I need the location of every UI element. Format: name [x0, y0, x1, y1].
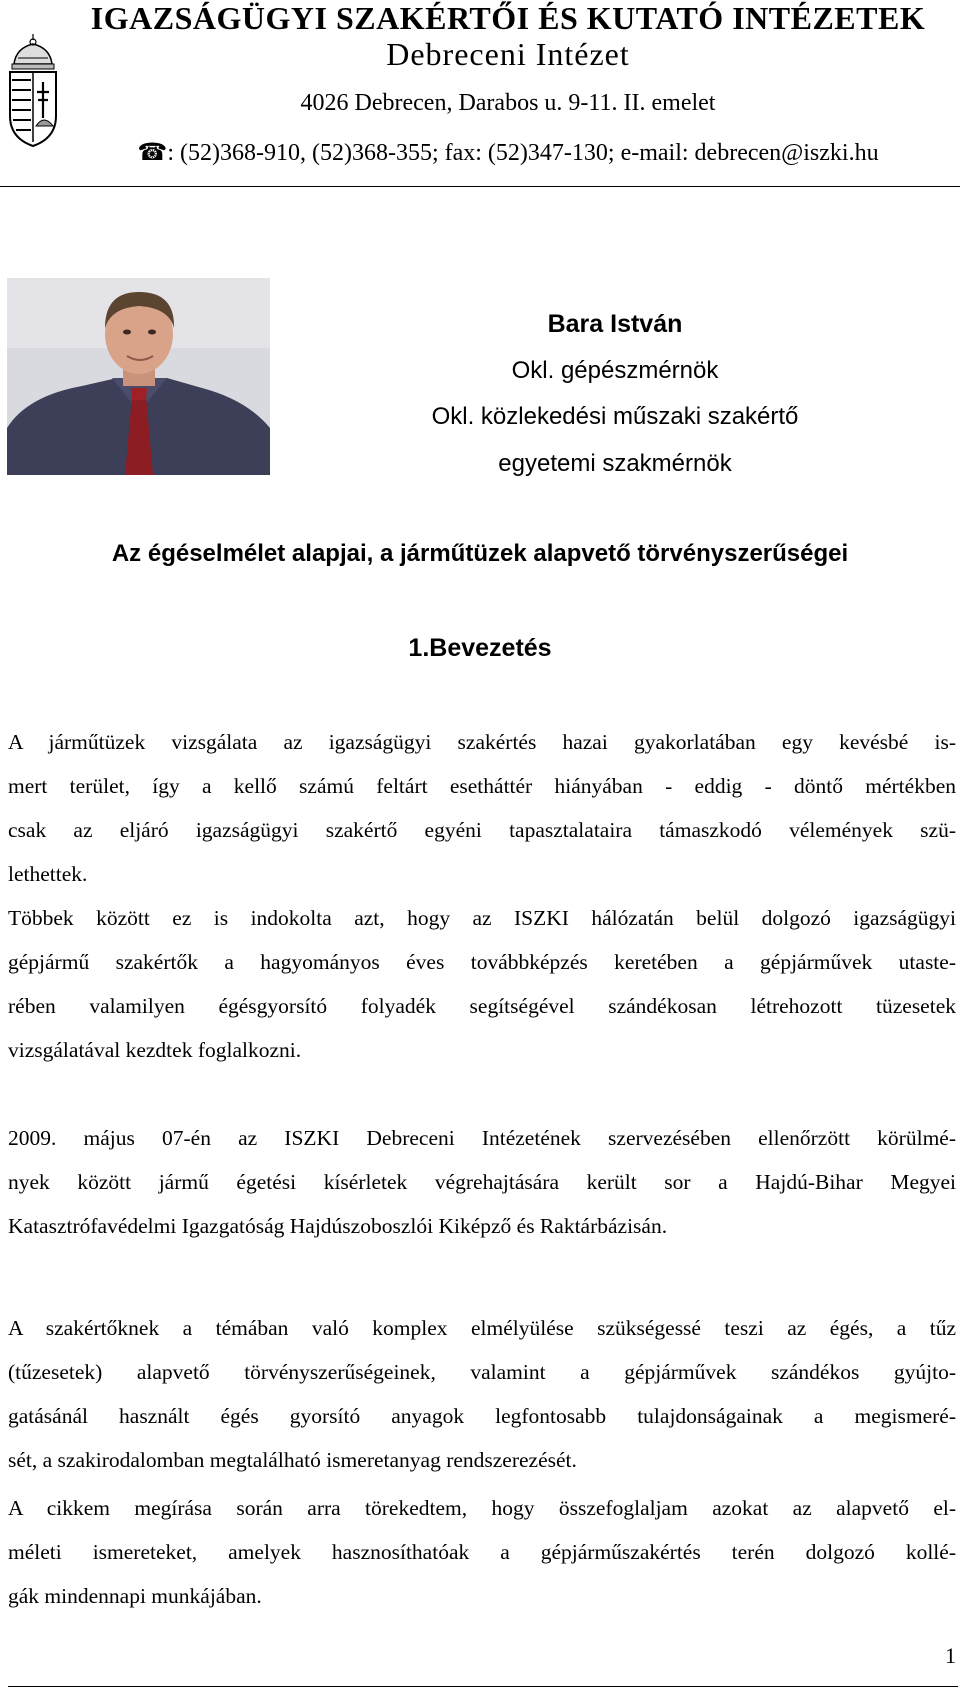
text-line: rében valamilyen égésgyorsító folyadék segítségével szándékosan létrehozott tüzesetek — [8, 994, 956, 1018]
text-line: nyek között jármű égetési kísérletek végrehajtására került sor a Hajdú-Bihar Megyei — [8, 1170, 956, 1194]
phone-icon: ☎ — [137, 140, 168, 166]
text-line: gatásánál használt égés gyorsító anyagok legfontosabb tulajdonságainak a megismeré- — [8, 1404, 956, 1428]
page-number: 1 — [945, 1643, 956, 1668]
section-heading: 1.Bevezetés — [408, 634, 552, 662]
text-line: méleti ismereteket, amelyek hasznosíthatóak a gépjárműszakértés terén dolgozó kollé- — [8, 1540, 956, 1564]
institute-address: 4026 Debrecen, Darabos u. 9-11. II. emelet — [300, 90, 716, 116]
text-line: A járműtüzek vizsgálata az igazságügyi szakértés hazai gyakorlatában egy kevésbé is- — [8, 730, 956, 754]
text-line: mert terület, így a kellő számú feltárt esetháttér hiányában - eddig - döntő mértékben — [8, 774, 956, 798]
paragraph — [8, 720, 956, 896]
institute-contact — [56, 138, 960, 167]
text-line: lethettek. — [8, 862, 88, 886]
author-portrait — [7, 278, 270, 475]
author-title: Okl. közlekedési műszaki szakértő — [431, 403, 799, 430]
article-title: Az égéselmélet alapjai, a járműtüzek alapvető törvényszerűségei — [111, 540, 849, 567]
header-divider — [0, 186, 960, 187]
paragraph — [8, 1486, 956, 1618]
text-line: (tűzesetek) alapvető törvényszerűségeinek, valamint a gépjárművek szándékos gyújto- — [8, 1360, 956, 1384]
paragraph — [8, 896, 956, 1072]
paragraph — [8, 1116, 956, 1248]
author-title: Okl. gépészmérnök — [511, 357, 719, 384]
contact-text: : (52)368-910, (52)368-355; fax: (52)347-130; e-mail: debrecen@iszki.hu — [167, 140, 879, 166]
footer-divider — [8, 1686, 958, 1687]
author-title: egyetemi szakmérnök — [498, 450, 732, 477]
text-line: csak az eljáró igazságügyi szakértő egyéni tapasztalataira támaszkodó vélemények szü- — [8, 818, 956, 842]
text-line: gépjármű szakértők a hagyományos éves továbbképzés keretében a gépjárművek utaste- — [8, 950, 956, 974]
text-line: A szakértőknek a témában való komplex elmélyülése szükségessé teszi az égés, a tűz — [8, 1316, 956, 1340]
institute-subtitle: Debreceni Intézet — [386, 36, 630, 72]
text-line: sét, a szakirodalomban megtalálható ismeretanyag rendszerezését. — [8, 1448, 577, 1472]
text-line: vizsgálatával kezdtek foglalkozni. — [8, 1038, 302, 1062]
text-line: gák mindennapi munkájában. — [8, 1584, 262, 1608]
text-line: Többek között ez is indokolta azt, hogy az ISZKI hálózatán belül dolgozó igazságügyi — [8, 906, 956, 930]
text-line: A cikkem megírása során arra törekedtem, hogy összefoglaljam azokat az alapvető el- — [8, 1496, 956, 1520]
text-line: 2009. május 07-én az ISZKI Debreceni Intézetének szervezésében ellenőrzött körülmé- — [8, 1126, 956, 1150]
text-line: Katasztrófavédelmi Igazgatóság Hajdúszoboszlói Kiképző és Raktárbázisán. — [8, 1214, 668, 1238]
paragraph — [8, 1306, 956, 1482]
author-name: Bara István — [547, 310, 683, 338]
institute-name: IGAZSÁGÜGYI SZAKÉRTŐI ÉS KUTATÓ INTÉZETEK — [90, 0, 926, 36]
hungarian-coat-of-arms-icon — [6, 34, 60, 150]
